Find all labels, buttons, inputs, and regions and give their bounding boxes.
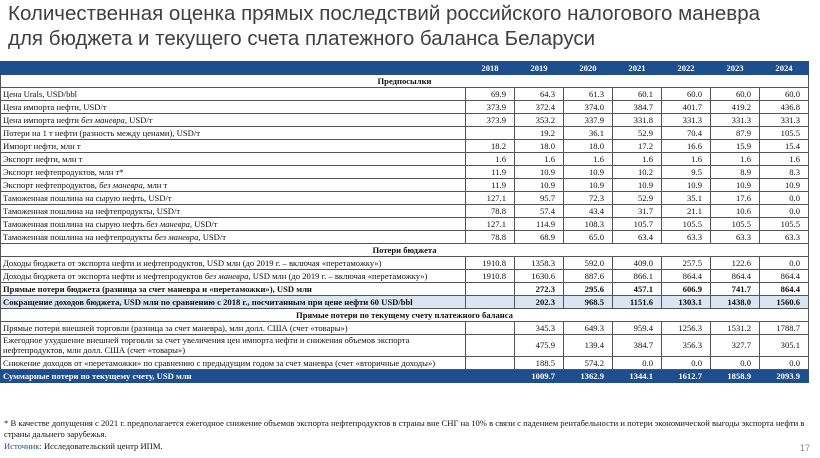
value-cell: 18.2 — [466, 140, 515, 153]
source-text: Исследовательский центр ИПМ. — [41, 441, 163, 451]
value-cell: 11.9 — [466, 166, 515, 179]
value-cell: 52.9 — [613, 127, 662, 140]
value-cell: 114.9 — [515, 218, 564, 231]
source-label: Источник: — [4, 441, 42, 451]
value-cell: 10.9 — [662, 179, 711, 192]
value-cell: 139.4 — [564, 335, 613, 357]
row-label — [1, 231, 466, 244]
value-cell: 331.3 — [760, 114, 809, 127]
table-row — [1, 179, 809, 192]
value-cell: 43.4 — [564, 205, 613, 218]
row-label-part: Импорт нефти, млн т — [3, 140, 81, 151]
value-cell: 10.6 — [711, 205, 760, 218]
row-label — [1, 296, 466, 309]
value-cell — [466, 283, 515, 296]
value-cell: 36.1 — [564, 127, 613, 140]
value-cell: 10.2 — [613, 166, 662, 179]
value-cell: 331.3 — [711, 114, 760, 127]
value-cell: 0.0 — [662, 356, 711, 369]
row-label-part: Потери на 1 т нефти (разность между ценами), USD/т — [3, 127, 200, 138]
value-cell: 1531.2 — [711, 322, 760, 335]
value-cell: 72.3 — [564, 192, 613, 205]
total-value: 1858.9 — [711, 369, 760, 382]
total-label: Суммарные потери по текущему счету, USD млн — [1, 369, 466, 382]
value-cell: 419.2 — [711, 101, 760, 114]
table-row — [1, 205, 809, 218]
section-header-row — [1, 309, 809, 322]
value-cell: 78.8 — [466, 205, 515, 218]
header-blank — [1, 62, 466, 75]
row-label — [1, 205, 466, 218]
row-label — [1, 127, 466, 140]
value-cell: 18.0 — [515, 140, 564, 153]
value-cell: 649.3 — [564, 322, 613, 335]
value-cell: 457.1 — [613, 283, 662, 296]
value-cell: 1.6 — [662, 153, 711, 166]
table-row — [1, 296, 809, 309]
section-title: Прямые потери по текущему счету платежного баланса — [1, 309, 809, 322]
row-label-part: , USD/т — [198, 231, 227, 242]
value-cell: 122.6 — [711, 257, 760, 270]
value-cell: 16.6 — [662, 140, 711, 153]
row-label-part: Ежегодное ухудшение внешней торговли за счет увеличения цен импорта нефти и снижения объемов экспорта нефтепродуктов, млн долл. США (счет «товары») — [3, 335, 410, 356]
source-line — [4, 441, 163, 452]
row-label-part: Экспорт нефтепродуктов, — [3, 179, 100, 190]
slide-title — [8, 1, 813, 51]
row-label-part: без маневра — [99, 179, 143, 190]
year-header: 2024 — [760, 62, 809, 75]
value-cell: 968.5 — [564, 296, 613, 309]
value-cell: 1910.8 — [466, 270, 515, 283]
value-cell: 10.9 — [613, 179, 662, 192]
table-row — [1, 127, 809, 140]
table-row — [1, 88, 809, 101]
value-cell: 1.6 — [466, 153, 515, 166]
value-cell: 108.3 — [564, 218, 613, 231]
value-cell: 95.7 — [515, 192, 564, 205]
value-cell: 10.9 — [711, 179, 760, 192]
header-row — [1, 62, 809, 75]
value-cell: 475.9 — [515, 335, 564, 357]
value-cell: 864.4 — [711, 270, 760, 283]
year-header: 2018 — [466, 62, 515, 75]
table-row — [1, 218, 809, 231]
row-label-part: Таможенная пошлина на сырую нефть — [3, 218, 147, 229]
value-cell — [466, 335, 515, 357]
value-cell: 78.8 — [466, 231, 515, 244]
value-cell: 63.3 — [760, 231, 809, 244]
section-header-row — [1, 244, 809, 257]
total-value — [466, 369, 515, 382]
value-cell: 436.8 — [760, 101, 809, 114]
value-cell: 60.1 — [613, 88, 662, 101]
value-cell: 15.9 — [711, 140, 760, 153]
table-row — [1, 356, 809, 369]
value-cell: 21.1 — [662, 205, 711, 218]
total-value: 1612.7 — [662, 369, 711, 382]
section-title: Предпосылки — [1, 75, 809, 88]
value-cell: 35.1 — [662, 192, 711, 205]
row-label — [1, 335, 466, 357]
value-cell: 60.0 — [662, 88, 711, 101]
value-cell: 741.7 — [711, 283, 760, 296]
total-row — [1, 369, 809, 382]
row-label — [1, 114, 466, 127]
value-cell: 18.0 — [564, 140, 613, 153]
row-label — [1, 153, 466, 166]
value-cell: 337.9 — [564, 114, 613, 127]
value-cell: 10.9 — [564, 166, 613, 179]
table-row — [1, 231, 809, 244]
row-label-part: Таможенная пошлина на нефтепродукты, USD/т — [3, 205, 181, 216]
value-cell: 345.3 — [515, 322, 564, 335]
row-label — [1, 322, 466, 335]
table-row — [1, 114, 809, 127]
table-row — [1, 257, 809, 270]
value-cell: 10.9 — [515, 166, 564, 179]
value-cell: 11.9 — [466, 179, 515, 192]
table-row — [1, 192, 809, 205]
value-cell: 60.0 — [711, 88, 760, 101]
value-cell: 52.9 — [613, 192, 662, 205]
value-cell: 17.2 — [613, 140, 662, 153]
total-value: 1344.1 — [613, 369, 662, 382]
table-row — [1, 140, 809, 153]
row-label-part: Прямые потери бюджета (разница за счет маневра и «перетаможки»), USD млн — [3, 283, 312, 294]
row-label-part: Экспорт нефтепродуктов, млн т* — [3, 166, 124, 177]
value-cell: 10.9 — [760, 179, 809, 192]
value-cell: 8.3 — [760, 166, 809, 179]
value-cell: 384.7 — [613, 335, 662, 357]
value-cell: 887.6 — [564, 270, 613, 283]
value-cell — [466, 127, 515, 140]
value-cell: 1.6 — [515, 153, 564, 166]
row-label — [1, 88, 466, 101]
row-label-part: , USD/т — [189, 218, 218, 229]
value-cell: 105.5 — [711, 218, 760, 231]
row-label-part: Цена импорта нефти — [3, 114, 82, 125]
value-cell: 0.0 — [711, 356, 760, 369]
footnote: * В качестве допущения с 2021 г. предполагается ежегодное снижение объемов экспорта нефтепродуктов в страны вне СНГ на 10% в связи с падением рентабельности и потери экономической выгоды экспорта нефти в страны дальнего зарубежья. — [4, 418, 805, 439]
section-header-row — [1, 75, 809, 88]
value-cell: 1788.7 — [760, 322, 809, 335]
value-cell: 105.7 — [613, 218, 662, 231]
value-cell: 1151.6 — [613, 296, 662, 309]
row-label-part: Прямые потери внешней торговли (разница за счет маневра), млн долл. США (счет «товары») — [3, 322, 348, 333]
value-cell: 1256.3 — [662, 322, 711, 335]
value-cell: 353.2 — [515, 114, 564, 127]
row-label — [1, 356, 466, 369]
value-cell: 15.4 — [760, 140, 809, 153]
value-cell: 864.4 — [662, 270, 711, 283]
row-label — [1, 270, 466, 283]
year-header: 2023 — [711, 62, 760, 75]
row-label-part: без маневра — [81, 114, 125, 125]
value-cell: 0.0 — [613, 356, 662, 369]
year-header: 2021 — [613, 62, 662, 75]
value-cell: 9.5 — [662, 166, 711, 179]
value-cell: 70.4 — [662, 127, 711, 140]
value-cell: 105.5 — [760, 218, 809, 231]
value-cell: 8.9 — [711, 166, 760, 179]
row-label-part: Доходы бюджета от экспорта нефти и нефтепродуктов — [3, 270, 205, 281]
table-row — [1, 335, 809, 357]
value-cell: 63.3 — [662, 231, 711, 244]
value-cell: 959.4 — [613, 322, 662, 335]
value-cell: 327.7 — [711, 335, 760, 357]
row-label — [1, 192, 466, 205]
value-cell: 0.0 — [760, 192, 809, 205]
row-label-part: Цена Urals, USD/bbl — [3, 88, 78, 99]
value-cell: 61.3 — [564, 88, 613, 101]
value-cell: 1.6 — [760, 153, 809, 166]
value-cell: 1.6 — [711, 153, 760, 166]
row-label-part: Таможенная пошлина на сырую нефть, USD/т — [3, 192, 172, 203]
value-cell: 401.7 — [662, 101, 711, 114]
year-header: 2022 — [662, 62, 711, 75]
row-label — [1, 179, 466, 192]
row-label — [1, 283, 466, 296]
value-cell: 105.5 — [760, 127, 809, 140]
value-cell: 356.3 — [662, 335, 711, 357]
table-row — [1, 270, 809, 283]
value-cell: 19.2 — [515, 127, 564, 140]
value-cell: 331.3 — [662, 114, 711, 127]
value-cell: 17.6 — [711, 192, 760, 205]
row-label-part: без маневра — [146, 218, 190, 229]
table-row — [1, 283, 809, 296]
value-cell: 1358.3 — [515, 257, 564, 270]
value-cell: 373.9 — [466, 114, 515, 127]
value-cell: 384.7 — [613, 101, 662, 114]
row-label-part: , млн т — [142, 179, 168, 190]
value-cell: 305.1 — [760, 335, 809, 357]
row-label-part: Доходы бюджета от экспорта нефти и нефтепродуктов, USD млн (до 2019 г. – включая «перетаможку») — [3, 257, 382, 268]
value-cell: 1438.0 — [711, 296, 760, 309]
table-row — [1, 322, 809, 335]
value-cell: 374.0 — [564, 101, 613, 114]
total-value: 1362.9 — [564, 369, 613, 382]
value-cell: 606.9 — [662, 283, 711, 296]
value-cell: 105.5 — [662, 218, 711, 231]
row-label-part: Цена импорта нефти, USD/т — [3, 101, 107, 112]
value-cell: 188.5 — [515, 356, 564, 369]
value-cell: 331.8 — [613, 114, 662, 127]
value-cell: 1303.1 — [662, 296, 711, 309]
slide-title-line-2: для бюджета и текущего счета платежного баланса Беларуси — [8, 27, 596, 50]
total-value: 2093.9 — [760, 369, 809, 382]
value-cell: 295.6 — [564, 283, 613, 296]
value-cell: 1560.6 — [760, 296, 809, 309]
value-cell: 64.3 — [515, 88, 564, 101]
value-cell: 866.1 — [613, 270, 662, 283]
value-cell: 0.0 — [760, 257, 809, 270]
row-label-part: без маневра — [204, 270, 249, 281]
value-cell: 69.9 — [466, 88, 515, 101]
table-row — [1, 153, 809, 166]
value-cell: 63.4 — [613, 231, 662, 244]
value-cell: 31.7 — [613, 205, 662, 218]
row-label-part: без маневра — [154, 231, 199, 242]
row-label — [1, 140, 466, 153]
value-cell: 272.3 — [515, 283, 564, 296]
value-cell: 127.1 — [466, 192, 515, 205]
value-cell — [466, 296, 515, 309]
value-cell: 60.0 — [760, 88, 809, 101]
value-cell: 372.4 — [515, 101, 564, 114]
row-label — [1, 166, 466, 179]
value-cell: 574.2 — [564, 356, 613, 369]
section-title: Потери бюджета — [1, 244, 809, 257]
value-cell: 202.3 — [515, 296, 564, 309]
row-label-part: , USD/т — [124, 114, 153, 125]
value-cell: 1.6 — [613, 153, 662, 166]
value-cell: 373.9 — [466, 101, 515, 114]
slide-title-line-1: Количественная оценка прямых последствий российского налогового маневра — [8, 2, 760, 25]
row-label-part: Снижение доходов от «перетаможки» по сравнению с предыдущим годом за счет маневра (счет «вторичные доходы») — [3, 357, 436, 368]
value-cell: 10.9 — [564, 179, 613, 192]
value-cell: 0.0 — [760, 356, 809, 369]
row-label — [1, 101, 466, 114]
value-cell: 864.4 — [760, 270, 809, 283]
value-cell: 409.0 — [613, 257, 662, 270]
value-cell: 57.4 — [515, 205, 564, 218]
page-number: 17 — [799, 443, 810, 453]
value-cell: 68.9 — [515, 231, 564, 244]
value-cell: 87.9 — [711, 127, 760, 140]
value-cell: 592.0 — [564, 257, 613, 270]
row-label-part: Таможенная пошлина на нефтепродукты — [3, 231, 155, 242]
value-cell — [466, 322, 515, 335]
row-label-part: Сокращение доходов бюджета, USD млн по сравнению с 2018 г., посчитанным при цене нефти 60 USD/bbl — [3, 296, 413, 307]
table-row — [1, 166, 809, 179]
row-label — [1, 257, 466, 270]
value-cell: 63.3 — [711, 231, 760, 244]
year-header: 2020 — [564, 62, 613, 75]
row-label — [1, 218, 466, 231]
data-table — [0, 61, 809, 383]
table-row — [1, 101, 809, 114]
row-label-part: , USD млн (до 2019 г. – включая «перетаможку») — [248, 270, 428, 281]
value-cell: 0.0 — [760, 205, 809, 218]
value-cell: 127.1 — [466, 218, 515, 231]
year-header: 2019 — [515, 62, 564, 75]
value-cell: 1910.8 — [466, 257, 515, 270]
value-cell: 1630.6 — [515, 270, 564, 283]
value-cell: 10.9 — [515, 179, 564, 192]
value-cell: 1.6 — [564, 153, 613, 166]
value-cell: 257.5 — [662, 257, 711, 270]
total-value: 1009.7 — [515, 369, 564, 382]
value-cell — [466, 356, 515, 369]
value-cell: 65.0 — [564, 231, 613, 244]
row-label-part: Экспорт нефти, млн т — [3, 153, 83, 164]
value-cell: 864.4 — [760, 283, 809, 296]
